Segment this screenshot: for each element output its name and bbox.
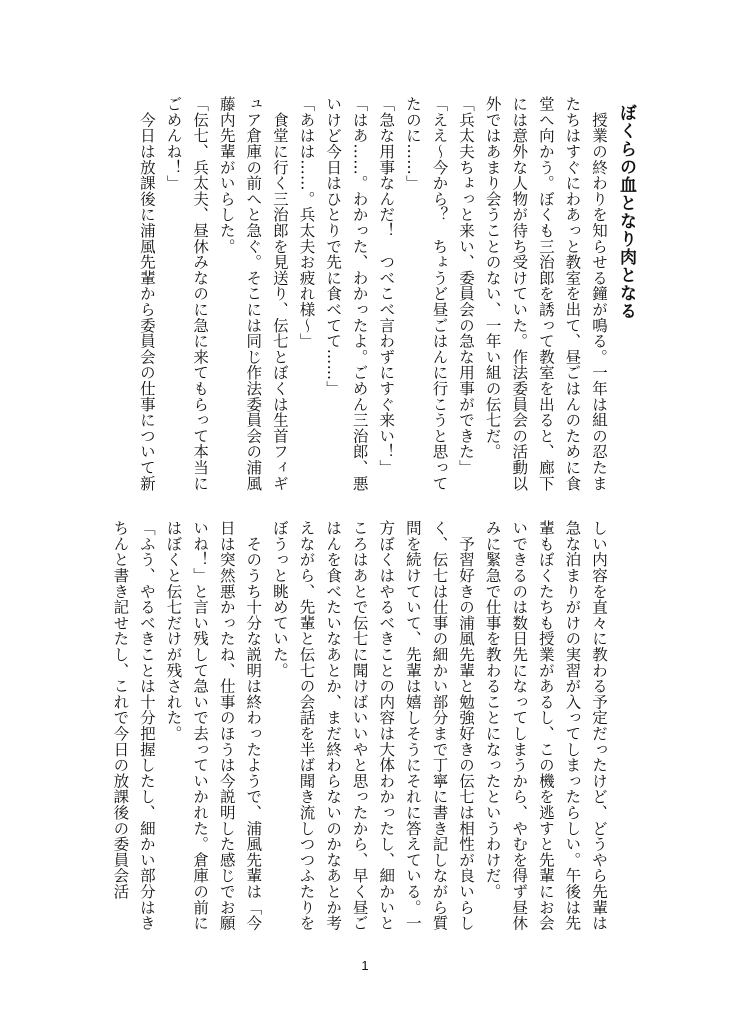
paragraph: 「あはは……。兵太夫お疲れ様〜」 bbox=[297, 96, 316, 349]
paragraph: 予習好きの浦風先輩と勉強好きの伝七は相性が良いらしく、伝七は仕事の細かい部分まで丁寧に書き記しながら質問を続けていて、先輩は嬉しそうにそれに答えている。一方ぼくはやるべきことの内容は大体わかったし、細かいところはあとで伝七に聞けばいいやと思ったから、早く昼ごはんを食べたいなあとか、まだ終わらないのかなあとか考えながら、先輩と伝七の会話を半ば聞き流しつつふたりをぼうっと眺めていた。 bbox=[270, 520, 476, 931]
story-title: ぼくらの血となり肉となる bbox=[616, 104, 636, 320]
paragraph: 「ふう、やるべきことは十分把握したし、細かい部分はきちんと書き記せたし、これで今日の放課後の委員会活 bbox=[111, 520, 156, 931]
paragraph: 今日は放課後に浦風先輩から委員会の仕事について新 bbox=[137, 96, 156, 491]
paragraph: 「急な用事なんだ！ つべこべ言わずにすぐ来い！」 bbox=[377, 96, 396, 476]
paragraph: 「伝七、兵太夫、昼休みなのに急に来てもらって本当にごめんね！」 bbox=[164, 96, 210, 491]
paragraph: そのうち十分な説明は終わったようで、浦風先輩は「今日は突然悪かったね、仕事のほうは今説明した感じでお願いね！」と言い残して急いで去っていかれた。倉庫の前にはぼくと伝七だけが残された。 bbox=[164, 520, 263, 931]
paragraph: しい内容を直々に教わる予定だったけど、どうやら先輩は急な泊まりがけの実習が入ってしまったらしい。午後は先輩もぼくたちも授業があるし、この機を逃すと先輩にお会いできるのは数日先になってしまうから、やむを得ず昼休みに緊急で仕事を教わることになったというわけだ。 bbox=[483, 520, 608, 931]
text-block-top bbox=[137, 96, 612, 496]
text-block-bottom bbox=[111, 520, 612, 940]
paragraph: 「はあ……。わかった、わかったよ。ごめん三治郎、悪いけど今日はひとりで先に食べてて……」 bbox=[324, 96, 369, 491]
paragraph: 「兵太夫ちょっと来い、委員会の急な用事ができた」 bbox=[457, 96, 476, 476]
paragraph: 「ええ〜今から？ ちょうど昼ごはんに行こうと思ってたのに……」 bbox=[403, 96, 449, 491]
paragraph: 食堂に行く三治郎を見送り、伝七とぼくは生首フィギュア倉庫の前へと急ぐ。そこには同じ作法委員会の浦風藤内先輩がいらした。 bbox=[217, 96, 289, 491]
page-number: 1 bbox=[361, 958, 369, 973]
paragraph: 授業の終わりを知らせる鐘が鳴る。一年は組の忍たまたちはすぐにわあっと教室を出て、昼ごはんのために食堂へ向かう。ぼくも三治郎を誘って教室を出ると、廊下には意外な人物が待ち受けていた。作法委員会の活動以外ではあまり会うことのない、一年い組の伝七だ。 bbox=[483, 96, 608, 491]
